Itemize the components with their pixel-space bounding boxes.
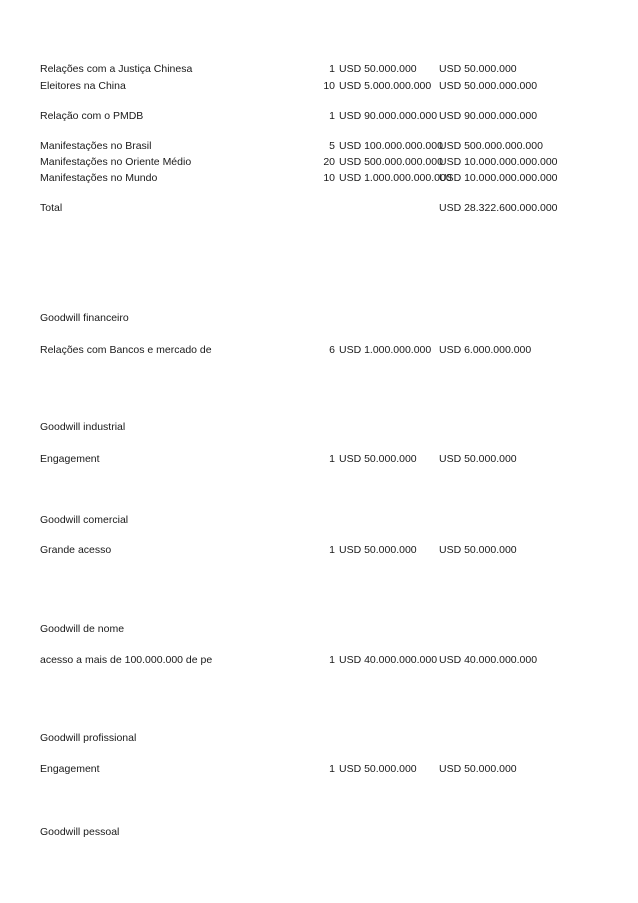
row-quantity [308, 201, 335, 215]
row-unit-value: USD 50.000.000 [339, 763, 417, 775]
grand-total-value: USD 28.322.600.000.000 [439, 202, 558, 214]
row-quantity: 1 [329, 544, 335, 556]
row-label: Relação com o PMDB [40, 110, 144, 122]
table-row [0, 155, 638, 169]
row-quantity: 1 [329, 110, 335, 122]
section-heading: Goodwill comercial [40, 514, 129, 526]
table-row [0, 762, 638, 776]
section-heading-row [0, 825, 638, 839]
row-unit-value: USD 90.000.000.000 [339, 110, 438, 122]
table-row [0, 452, 638, 466]
row-total-value: USD 50.000.000.000 [439, 80, 538, 92]
row-label: Relações com Bancos e mercado de [40, 344, 212, 356]
table-row [0, 543, 638, 557]
total-label: Total [40, 202, 63, 214]
row-total-value: USD 500.000.000.000 [439, 140, 543, 152]
row-quantity: 5 [329, 140, 335, 152]
row-total-value: USD 50.000.000 [439, 763, 517, 775]
row-unit-value: USD 1.000.000.000.000 [339, 172, 452, 184]
row-unit-value: USD 100.000.000.000 [339, 140, 443, 152]
row-label: Grande acesso [40, 544, 112, 556]
row-unit-value [339, 201, 437, 215]
row-total-value: USD 6.000.000.000 [439, 344, 532, 356]
row-total-value: USD 90.000.000.000 [439, 110, 538, 122]
section-heading: Goodwill pessoal [40, 826, 120, 838]
row-quantity: 10 [323, 80, 335, 92]
row-total-value: USD 50.000.000 [439, 453, 517, 465]
row-label: Manifestações no Oriente Médio [40, 156, 192, 168]
row-total-value: USD 10.000.000.000.000 [439, 156, 558, 168]
table-row [0, 62, 638, 76]
row-label: acesso a mais de 100.000.000 de pe [40, 654, 213, 666]
section-heading-row [0, 731, 638, 745]
row-label: Engagement [40, 763, 100, 775]
total-row [0, 201, 638, 215]
section-heading-row [0, 311, 638, 325]
section-heading-row [0, 513, 638, 527]
row-quantity: 1 [329, 453, 335, 465]
row-quantity: 6 [329, 344, 335, 356]
row-label: Manifestações no Brasil [40, 140, 152, 152]
section-heading: Goodwill industrial [40, 421, 126, 433]
table-row [0, 79, 638, 93]
row-unit-value: USD 5.000.000.000 [339, 80, 432, 92]
row-quantity: 1 [329, 654, 335, 666]
table-row [0, 343, 638, 357]
row-unit-value: USD 50.000.000 [339, 544, 417, 556]
row-unit-value: USD 40.000.000.000 [339, 654, 438, 666]
row-total-value: USD 50.000.000 [439, 63, 517, 75]
row-unit-value: USD 500.000.000.000 [339, 156, 443, 168]
row-label: Relações com a Justiça Chinesa [40, 63, 193, 75]
row-unit-value: USD 50.000.000 [339, 453, 417, 465]
section-heading-row [0, 622, 638, 636]
row-quantity: 10 [323, 172, 335, 184]
table-row [0, 139, 638, 153]
table-row [0, 109, 638, 123]
row-total-value: USD 10.000.000.000.000 [439, 172, 558, 184]
row-label: Engagement [40, 453, 100, 465]
section-heading: Goodwill profissional [40, 732, 137, 744]
row-unit-value: USD 50.000.000 [339, 63, 417, 75]
row-unit-value: USD 1.000.000.000 [339, 344, 432, 356]
section-heading-row [0, 420, 638, 434]
row-quantity: 1 [329, 63, 335, 75]
row-label: Manifestações no Mundo [40, 172, 158, 184]
table-row [0, 653, 638, 667]
row-quantity: 20 [323, 156, 335, 168]
row-label: Eleitores na China [40, 80, 126, 92]
section-heading: Goodwill de nome [40, 623, 125, 635]
row-quantity: 1 [329, 763, 335, 775]
section-heading: Goodwill financeiro [40, 312, 129, 324]
row-total-value: USD 50.000.000 [439, 544, 517, 556]
table-row [0, 171, 638, 185]
row-total-value: USD 40.000.000.000 [439, 654, 538, 666]
